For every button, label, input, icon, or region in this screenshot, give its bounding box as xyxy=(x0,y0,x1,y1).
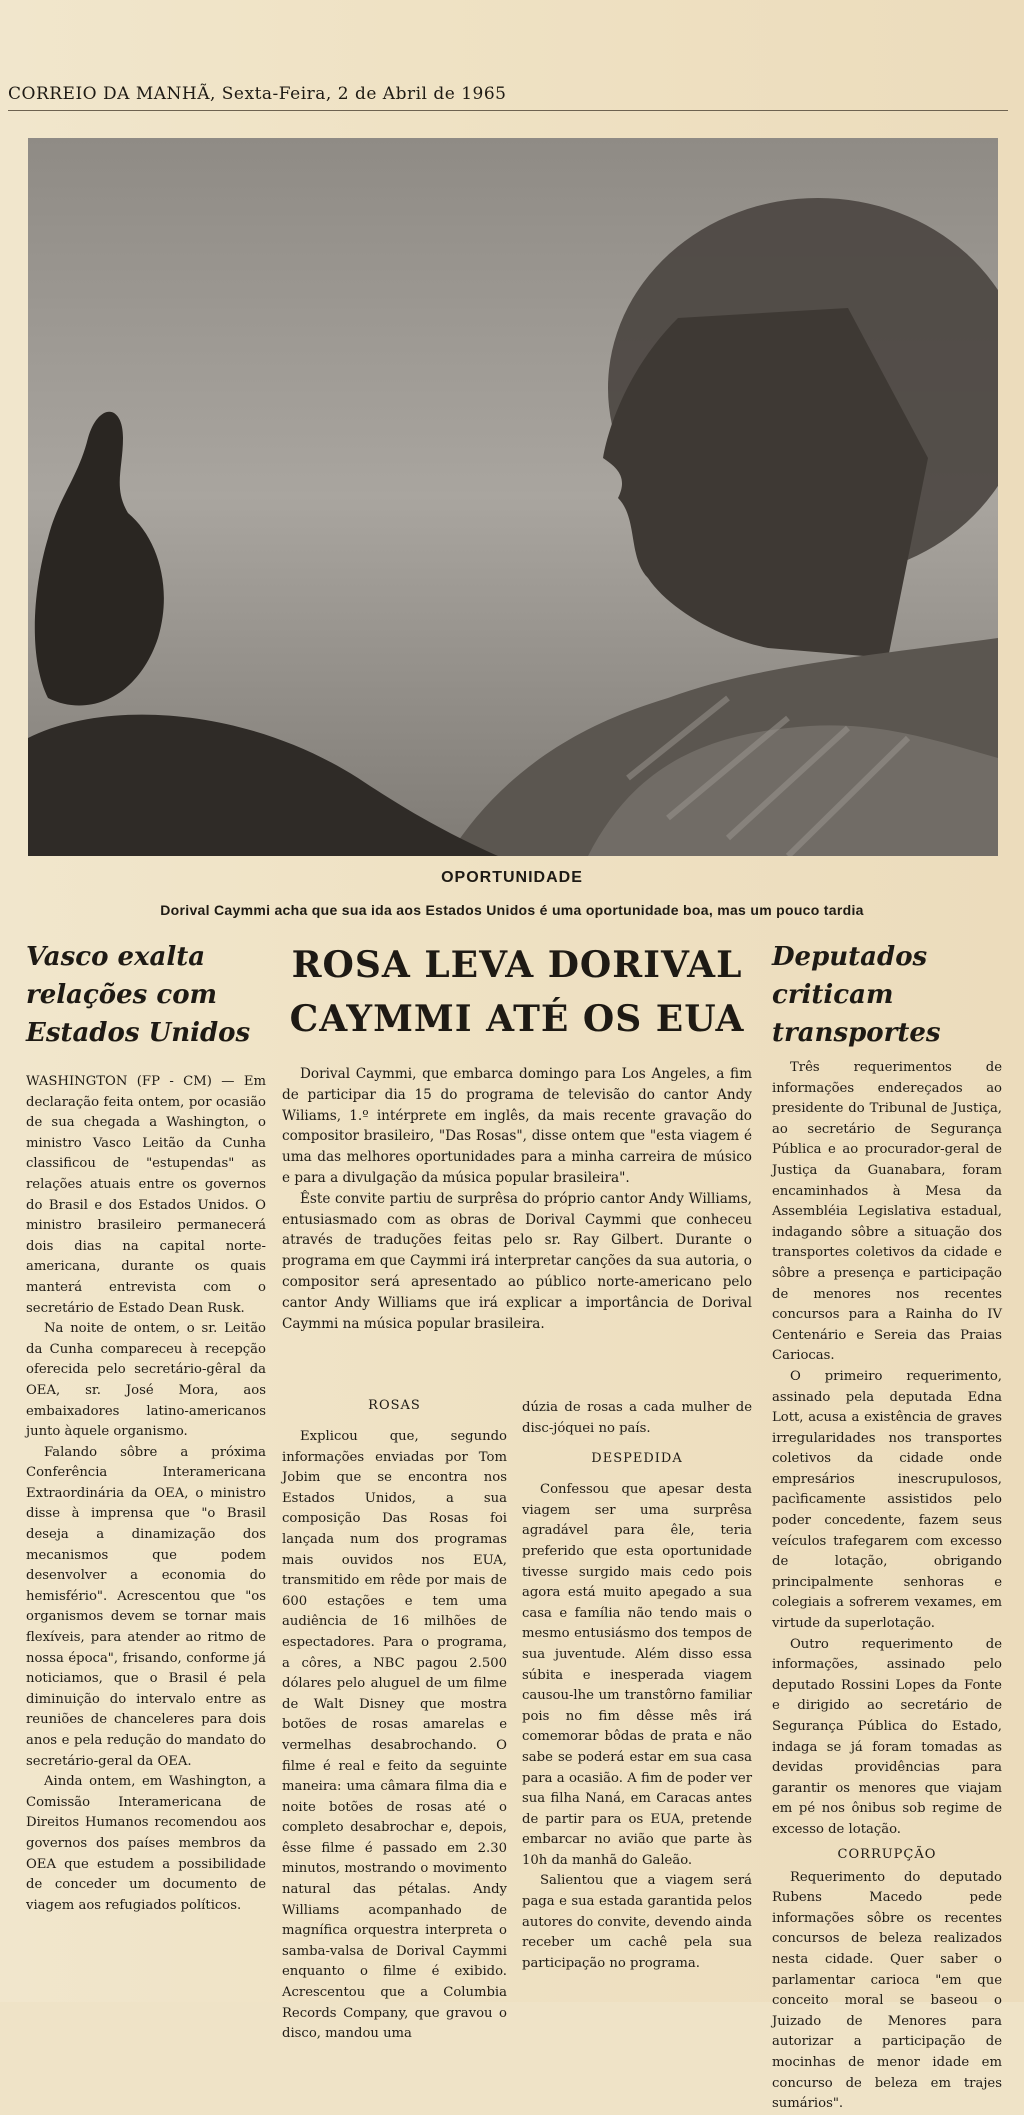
left-article xyxy=(26,938,266,1916)
left-paragraph: Ainda ontem, em Washington, a Comissão Interamericana de Direitos Humanos recomendou aos governos dos países membros da OEA que estudem a possibilidade de conceder um documento de viagem aos refugiados políticos. xyxy=(26,1774,266,1913)
left-headline: Vasco exalta relações com Estados Unidos xyxy=(26,942,251,1048)
masthead: CORREIO DA MANHÃ, Sexta-Feira, 2 de Abril de 1965 xyxy=(8,84,1008,111)
right-paragraph: O primeiro requerimento, assinado pela deputada Edna Lott, acusa a existência de graves irregularidades nos transportes coletivos da cidade onde empresários inescrupulosos, pacìficamente assistidos pelo poder concedente, fazem seus veículos trafegarem com excesso de lotação, obrigando principalmente senhoras e colegiais a sofrerem vexames, em virtude da superlotação. xyxy=(772,1368,1002,1632)
corrupcao-paragraph: Requerimento do deputado Rubens Macedo pede informações sôbre os recentes concursos de beleza realizados nesta cidade. Quer saber o parlamentar carioca "em que conceito moral se baseou o Juizado de Menores para autorizar a participação de mocinhas de menor idade em concurso de beleza em trajes sumários". xyxy=(772,1869,1002,2112)
despedida-paragraph: Confessou que apesar desta viagem ser uma surprêsa agradável para êle, teria preferido que esta oportunidade tivesse surgido mais cedo pois agora está muito apegado a sua casa e família não tendo mais o mesmo entusiásmo dos tempos de sua juventude. Além disso essa súbita e inesperada viagem causou-lhe um transtôrno familiar pois no fim dêsse mês irá comemorar bôdas de prata e não sabe se poderá estar em sua casa para a ocasião. A fim de poder ver sua filha Naná, em Caracas antes de partir para os EUA, pretende embarcar no avião que parte às 10h da manhã do Galeão. xyxy=(522,1482,752,1868)
rosas-paragraph: Explicou que, segundo informações enviadas por Tom Jobim que se encontra nos Estados Unidos, a sua composição Das Rosas foi lançada num dos programas mais ouvidos nos EUA, transmitido em rêde por mais de 600 estações e tem uma audiência de 16 milhões de espectadores. Para o programa, a côres, a NBC pagou 2.500 dólares pelo aluguel de um filme de Walt Disney que mostra botões de rosas amarelas e vermelhas desabrochando. O filme é real e feito da seguinte maneira: uma câmara filma dia e noite botões de rosas até o completo desabrochar e, depois, êsse filme é passado em 2.30 minutos, mostrando o movimento natural das pétalas. Andy Williams acompanhado de magnífica orquestra interpreta o samba-valsa de Dorival Caymmi enquanto o filme é exibido. Acrescentou que a Columbia Records Company, que gravou o disco, mandou uma xyxy=(282,1429,507,2042)
main-article xyxy=(282,938,752,2042)
left-paragraph: Na noite de ontem, o sr. Leitão da Cunha compareceu à recepção oferecida pelo secretário-gêral da OEA, sr. José Mora, aos embaixadores latino-americanos junto àquele organismo. xyxy=(26,1321,266,1440)
left-paragraph: Falando sôbre a próxima Conferência Interamericana Extraordinária da OEA, o ministro disse à imprensa que "o Brasil deseja a dinamização dos mecanismos que podem desenvolver a economia do hemisfério". Acrescentou que "os organismos devem se tornar mais flexíveis, para atender ao ritmo de nossa época", frisando, conforme já noticiamos, que o Brasil é pela diminuição do intervalo entre as reuniões de chanceleres para dois anos e pela redução do mandato do secretário-geral da OEA. xyxy=(26,1444,266,1769)
main-subcolumn-b xyxy=(522,1398,752,1974)
right-headline: Deputados criticam transportes xyxy=(772,942,941,1048)
right-article xyxy=(772,938,1002,2115)
main-headline: ROSA LEVA DORIVAL CAYMMI ATÉ OS EUA xyxy=(289,944,745,1040)
main-lead-paragraph: Dorival Caymmi, que embarca domingo para Los Angeles, a fim de participar dia 15 do programa de televisão do cantor Andy Wiliams, 1.º intérprete em inglês, da mais recente gravação do compositor brasileiro, "Das Rosas", disse ontem que "esta viagem é uma das melhores oportunidades para a minha carreira de músico e para a divulgação da música popular brasileira". xyxy=(282,1066,752,1186)
photo-illustration xyxy=(28,138,998,856)
main-lead-paragraph: Êste convite partiu de surprêsa do próprio cantor Andy Williams, entusiasmado com as obras de Dorival Caymmi que conheceu através de traduções feitas pelo sr. Ray Gilbert. Durante o programa em que Caymmi irá interpretar canções da sua autoria, o compositor será apresentado ao público norte-americano pelo cantor Andy Williams que irá explicar a importância de Dorival Caymmi na música popular brasileira. xyxy=(282,1190,752,1332)
section-head-despedida: DESPEDIDA xyxy=(591,1451,683,1467)
photo-dorival-caymmi xyxy=(28,138,998,856)
right-paragraph: Outro requerimento de informações, assinado pelo deputado Rossini Lopes da Fonte e dirigido ao secretário de Segurança Pública do Estado, indaga se já foram tomadas as devidas providências para garantir os menores que viajam em pé nos ônibus sob regime de excesso de lotação. xyxy=(772,1636,1002,1837)
main-subcolumn-a xyxy=(282,1398,507,2045)
right-paragraph: Três requerimentos de informações endereçados ao presidente do Tribunal de Justiça, ao secretário de Segurança Pública e ao procurador-geral de Justiça da Guanabara, foram encaminhados à Mesa da Assembléia Legislativa estadual, indagando sôbre a situação dos transportes coletivos da cidade e sôbre a presença e participação de menores nos recentes concursos para a Rainha do IV Centenário e Sereia das Praias Cariocas. xyxy=(772,1060,1002,1364)
photo-caption: Dorival Caymmi acha que sua ida aos Estados Unidos é uma oportunidade boa, mas um pouco tardia xyxy=(160,902,864,918)
main-lead xyxy=(282,1064,752,1334)
left-paragraph: WASHINGTON (FP - CM) — Em declaração feita ontem, por ocasião de sua chegada a Washington, o ministro Vasco Leitão da Cunha classificou de "estupendas" as relações atuais entre os governos do Brasil e dos Estados Unidos. O ministro brasileiro permanecerá dois dias na capital norte-americana, durante os quais manterá entrevista com o secretário de Estado Dean Rusk. xyxy=(26,1074,266,1316)
section-head-corrupcao: CORRUPÇÃO xyxy=(837,1846,937,1862)
section-head-rosas: ROSAS xyxy=(368,1398,421,1413)
photo-caption-title: OPORTUNIDADE xyxy=(441,869,583,886)
rosas-continued: dúzia de rosas a cada mulher de disc-jóquei no país. xyxy=(522,1400,752,1436)
despedida-paragraph: Salientou que a viagem será paga e sua estada garantida pelos autores do convite, devendo ainda receber um cachê pela sua participação no programa. xyxy=(522,1873,752,1971)
